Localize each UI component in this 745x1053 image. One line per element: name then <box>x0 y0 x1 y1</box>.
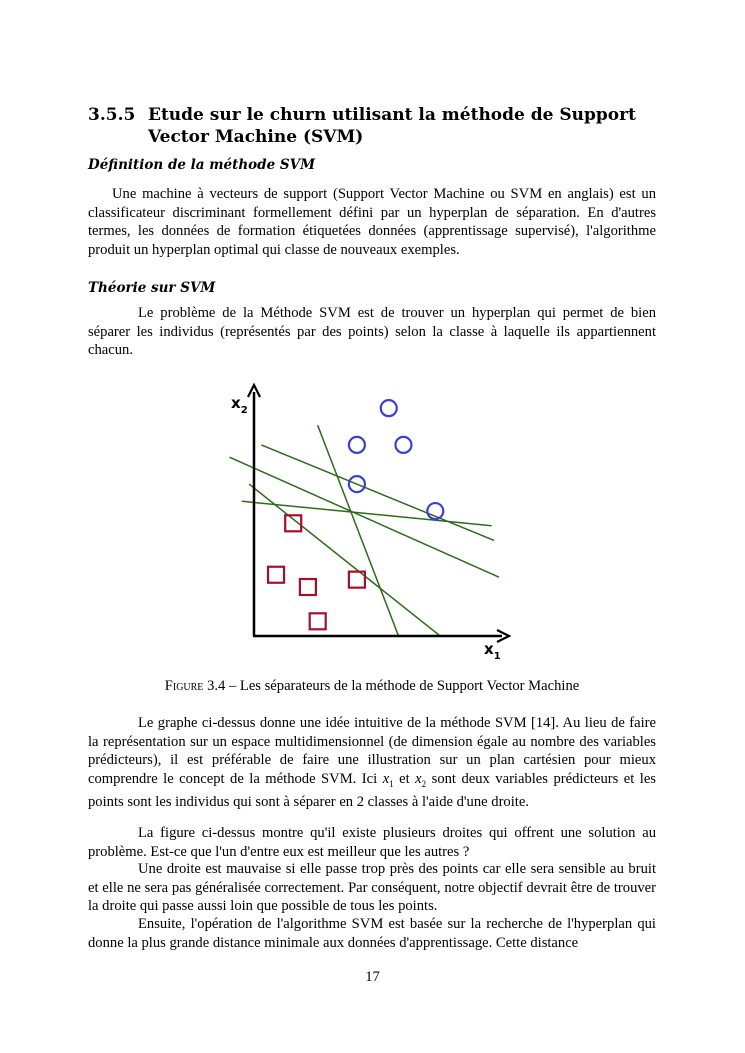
body-paragraph-4 <box>88 915 656 952</box>
x-axis-label: $x_1$ <box>484 640 501 662</box>
figure-caption <box>88 677 656 695</box>
separator-line-3 <box>318 425 399 636</box>
definition-text: Une machine à vecteurs de support (Support Vector Machine ou SVM en anglais) est un classificateur discriminant formellement défini par un hyperplan de séparation. En d'autres termes, les données de formation étiquetées données (apprentissage supervisé), l'algorithme produit un hyperplan optimal qui classe de nouveaux exemples. <box>88 186 656 258</box>
p1-et: et <box>393 770 416 787</box>
section-title: Etude sur le churn utilisant la méthode de Support Vector Machine (SVM) <box>148 105 636 147</box>
caption-separator: – <box>225 678 240 694</box>
definition-heading: Définition de la méthode SVM <box>88 157 316 173</box>
page-number: 17 <box>365 969 380 985</box>
separator-line-2 <box>261 445 494 541</box>
section-number: 3.5.5 <box>88 105 136 125</box>
body-paragraph-2 <box>88 824 656 861</box>
p1-text-b: sont deux variables prédicteurs et les points sont les individus qui sont à séparer en 2 classes à l'aide d'une droite. <box>88 770 656 811</box>
data-points <box>268 400 443 629</box>
var-x2: x <box>415 770 422 787</box>
circle-point-3 <box>395 437 411 453</box>
y-axis-label: $x_2$ <box>231 394 248 416</box>
p3-text: Une droite est mauvaise si elle passe trop près des points car elle sera sensible au bruit et elle ne sera pas généralisée correctement. Par conséquent, notre objectif devrait être de trouver la droite qui passe aussi loin que possible de tous les points. <box>88 861 656 915</box>
circle-point-2 <box>349 437 365 453</box>
p2-text: La figure ci-dessus montre qu'il existe plusieurs droites qui offrent une solution au problème. Est-ce que l'un d'entre eux est meilleur que les autres ? <box>88 825 656 860</box>
square-point-2 <box>268 567 284 583</box>
var-x1: x <box>382 770 390 787</box>
var-x2-sub: 2 <box>421 778 427 789</box>
square-point-5 <box>310 613 326 629</box>
body-paragraph-3 <box>88 860 656 916</box>
separator-line-4 <box>242 501 492 526</box>
caption-label: Figure 3.4 <box>164 678 226 694</box>
p4-text: Ensuite, l'opération de l'algorithme SVM est basée sur la recherche de l'hyperplan qui donne la plus grande distance minimale aux données d'apprentissage. Cette distance <box>88 916 656 951</box>
p1-text-a: Le graphe ci-dessus donne une idée intuitive de la méthode SVM [14]. Au lieu de faire la représentation sur un espace multidimensionnel (de dimension égale au nombre des variables prédicteurs), il est préférable de faire une illustration sur un plan cartésien pour mieux comprendre le concept de la méthode SVM. Ici <box>88 715 656 787</box>
separator-lines <box>230 425 500 636</box>
separator-line-1 <box>230 457 500 577</box>
caption-text: Les séparateurs de la méthode de Support Vector Machine <box>239 678 580 694</box>
theory-text: Le problème de la Méthode SVM est de trouver un hyperplan qui permet de bien séparer les individus (représentés par des points) selon la classe à laquelle ils appartiennent chacun. <box>88 305 656 359</box>
square-point-3 <box>300 579 316 595</box>
var-x1-sub: 1 <box>389 778 394 789</box>
circle-point-1 <box>381 400 397 416</box>
body-paragraph-1 <box>88 714 656 812</box>
theory-heading: Théorie sur SVM <box>88 280 216 296</box>
